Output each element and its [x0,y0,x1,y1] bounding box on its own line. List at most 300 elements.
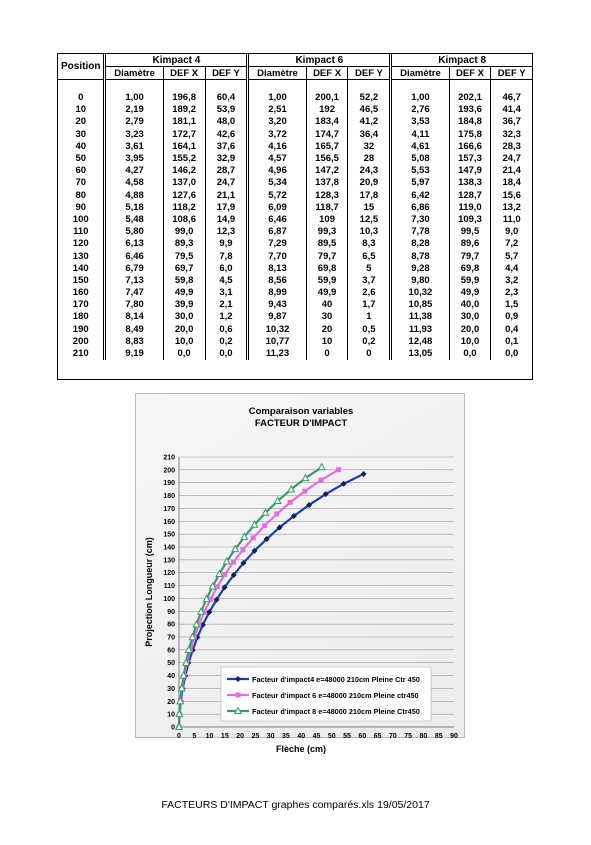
value-cell: 3,61 [105,141,163,153]
value-cell: 1,00 [105,92,163,104]
chart-area [135,393,465,754]
value-cell: 36,4 [348,129,391,141]
x-tick-label: 5 [192,733,197,740]
data-point [240,547,245,552]
value-cell: 12,48 [391,336,449,348]
value-cell: 9,0 [491,226,532,238]
value-cell: 192 [306,104,348,116]
value-cell: 8,13 [248,263,306,275]
y-tick-label: 120 [163,570,175,578]
value-cell: 157,3 [449,153,491,165]
value-cell: 12,3 [205,226,248,238]
y-tick-label: 130 [163,557,175,565]
value-cell: 13,2 [491,202,532,214]
value-cell: 10,32 [391,287,449,299]
value-cell: 189,2 [163,104,205,116]
value-cell: 165,7 [306,141,348,153]
value-cell: 109 [306,214,348,226]
value-cell: 10 [306,336,348,348]
value-cell: 5,08 [391,153,449,165]
legend-label: Facteur d'impact4 e=48000 210cm Pleine Ctr 450 [252,674,420,684]
value-cell: 41,2 [348,116,391,128]
value-cell: 5,53 [391,165,449,177]
x-tick-label: 90 [450,733,458,740]
value-cell: 99,0 [163,226,205,238]
value-cell: 6,09 [248,202,306,214]
value-cell: 4,16 [248,141,306,153]
position-cell: 80 [75,189,87,201]
value-cell: 200,1 [306,92,348,104]
value-cell: 36,7 [491,116,532,128]
table-row [58,263,532,275]
y-tick-label: 180 [163,493,175,501]
value-cell: 3,23 [105,129,163,141]
value-cell: 10,0 [163,336,205,348]
y-tick-label: 70 [167,634,175,642]
value-cell: 1,00 [248,92,306,104]
value-cell: 155,2 [163,153,205,165]
value-cell: 4,58 [105,177,163,189]
table-row [58,129,532,141]
value-cell: 8,56 [248,275,306,287]
data-point [318,464,324,470]
y-tick-label: 40 [167,673,175,681]
value-cell: 30 [306,311,348,323]
value-cell: 6,0 [205,263,248,275]
value-cell: 108,6 [163,214,205,226]
position-cell: 30 [75,128,87,140]
x-tick-label: 0 [177,733,181,740]
value-cell: 1,7 [348,299,391,311]
value-cell: 0,0 [449,348,491,360]
value-cell: 28 [348,153,391,165]
y-tick-label: 160 [163,518,175,526]
value-cell: 166,6 [449,141,491,153]
value-cell: 0,0 [163,348,205,360]
value-cell: 7,78 [391,226,449,238]
table-row [58,226,532,238]
value-cell: 0,9 [491,311,532,323]
table-row [58,141,532,153]
x-tick-label: 80 [419,733,428,740]
data-point [262,523,267,528]
value-cell: 147,9 [449,165,491,177]
y-tick-label: 10 [167,711,175,719]
value-cell: 10,85 [391,299,449,311]
value-cell: 17,8 [348,190,391,202]
position-cell: 190 [72,323,89,335]
value-cell: 8,14 [105,311,163,323]
col-header-diametre: Diamètre [248,67,306,80]
y-tick-label: 100 [163,595,175,603]
value-cell: 2,76 [391,104,449,116]
value-cell: 9,80 [391,275,449,287]
value-cell: 9,19 [105,348,163,360]
value-cell: 137,0 [163,177,205,189]
value-cell: 119,0 [449,202,491,214]
value-cell: 21,4 [491,165,532,177]
y-tick-label: 0 [171,724,175,732]
x-tick-label: 15 [220,733,229,740]
data-point [336,467,341,472]
value-cell: 6,42 [391,190,449,202]
value-cell: 60,4 [205,92,248,104]
x-tick-label: 55 [343,733,351,740]
table-row [58,299,532,311]
value-cell: 128,3 [306,190,348,202]
value-cell: 6,13 [105,238,163,250]
y-tick-label: 80 [167,621,175,629]
value-cell: 15 [348,202,391,214]
table-row [58,336,532,348]
value-cell: 3,53 [391,116,449,128]
value-cell: 8,49 [105,324,163,336]
position-cell: 50 [75,153,87,165]
value-cell: 184,8 [449,116,491,128]
value-cell: 20,9 [348,177,391,189]
value-cell: 39,9 [163,299,205,311]
col-header-def-y: DEF Y [205,67,248,80]
value-cell: 9,43 [248,299,306,311]
value-cell: 28,3 [491,141,532,153]
col-header-diametre: Diamètre [391,67,449,80]
y-tick-label: 50 [167,660,175,668]
value-cell: 89,6 [449,238,491,250]
value-cell: 6,86 [391,202,449,214]
footer-text: FACTEURS D'IMPACT graphes comparés.xls 19/05/2017 [161,799,430,811]
value-cell: 14,9 [205,214,248,226]
value-cell: 1,00 [391,92,449,104]
value-cell: 4,5 [205,275,248,287]
table-row [58,116,532,128]
value-cell: 79,5 [163,250,205,262]
value-cell: 5,34 [248,177,306,189]
value-cell: 15,6 [491,190,532,202]
value-cell: 99,3 [306,226,348,238]
position-cell: 200 [72,335,89,347]
position-cell: 170 [72,299,89,311]
position-cell: 100 [72,213,89,225]
value-cell: 118,2 [163,202,205,214]
value-cell: 6,46 [248,214,306,226]
value-cell: 28,7 [205,165,248,177]
table-row [58,153,532,165]
chart-title: Comparaison variables [248,406,354,417]
x-tick-label: 85 [434,733,443,740]
value-cell: 5,48 [105,214,163,226]
value-cell: 40,0 [449,299,491,311]
y-tick-label: 170 [163,505,175,513]
value-cell: 21,1 [205,190,248,202]
legend-marker [236,693,241,698]
x-tick-label: 75 [404,733,413,740]
value-cell: 0,0 [205,348,248,360]
table-row [58,287,532,299]
position-cell: 180 [72,311,89,323]
value-cell: 2,1 [205,299,248,311]
value-cell: 59,8 [163,275,205,287]
legend-label: Facteur d'impact 6 e=48000 210cm Pleine ctr450 [252,690,419,700]
x-tick-label: 25 [251,733,260,740]
value-cell: 52,2 [348,92,391,104]
value-cell: 175,8 [449,129,491,141]
value-cell: 1,5 [491,299,532,311]
data-point [231,560,236,565]
value-cell: 0,1 [491,336,532,348]
value-cell: 48,0 [205,116,248,128]
value-cell: 0,4 [491,324,532,336]
y-tick-label: 190 [163,480,175,488]
legend-label: Facteur d'impact 8 e=48000 210cm Pleine Ctr450 [252,706,420,716]
value-cell: 0,6 [205,324,248,336]
value-cell: 10,3 [348,226,391,238]
group-header-kimpact6: Kimpact 6 [248,54,391,67]
value-cell: 79,7 [306,250,348,262]
col-header-def-y: DEF Y [491,67,532,80]
value-cell: 5,72 [248,190,306,202]
value-cell: 3,7 [348,275,391,287]
value-cell: 147,2 [306,165,348,177]
value-cell: 32,9 [205,153,248,165]
value-cell: 9,9 [205,238,248,250]
value-cell: 89,5 [306,238,348,250]
value-cell: 24,7 [205,177,248,189]
table-body [58,80,532,361]
value-cell: 46,7 [491,92,532,104]
value-cell: 6,87 [248,226,306,238]
value-cell: 7,29 [248,238,306,250]
value-cell: 4,88 [105,190,163,202]
value-cell: 89,3 [163,238,205,250]
value-cell: 10,77 [248,336,306,348]
value-cell: 18,4 [491,177,532,189]
value-cell: 11,23 [248,348,306,360]
value-cell: 7,80 [105,299,163,311]
value-cell: 41,4 [491,104,532,116]
value-cell: 0 [348,348,391,360]
value-cell: 7,2 [491,238,532,250]
value-cell: 10,0 [449,336,491,348]
value-cell: 8,99 [248,287,306,299]
table-row [58,311,532,323]
position-cell: 60 [75,165,87,177]
value-cell: 181,1 [163,116,205,128]
y-tick-label: 150 [163,531,175,539]
value-cell: 138,3 [449,177,491,189]
y-tick-label: 90 [167,608,175,616]
value-cell: 2,51 [248,104,306,116]
value-cell: 20,0 [163,324,205,336]
y-tick-label: 200 [163,467,175,475]
value-cell: 59,9 [449,275,491,287]
position-cell: 120 [72,238,89,250]
chart-subtitle: FACTEUR D'IMPACT [254,418,348,429]
table-row [58,165,532,177]
value-cell: 202,1 [449,92,491,104]
value-cell: 146,2 [163,165,205,177]
position-cell: 20 [75,116,87,128]
value-cell: 69,8 [306,263,348,275]
x-tick-label: 65 [373,733,382,740]
value-cell: 7,30 [391,214,449,226]
position-cell: 130 [72,250,89,262]
position-cell: 110 [73,226,89,238]
table-row [58,238,532,250]
col-header-def-x: DEF X [306,67,348,80]
table-row [58,190,532,202]
data-table [57,53,533,380]
x-tick-label: 50 [327,733,336,740]
value-cell: 128,7 [449,190,491,202]
position-cell: 210 [72,348,89,360]
value-cell: 32 [348,141,391,153]
value-cell: 49,9 [163,287,205,299]
value-cell: 4,57 [248,153,306,165]
y-tick-label: 20 [167,698,175,706]
value-cell: 24,3 [348,165,391,177]
value-cell: 3,1 [205,287,248,299]
value-cell: 0,2 [205,336,248,348]
value-cell: 156,5 [306,153,348,165]
position-cell: 0 [78,92,84,104]
value-cell: 8,28 [391,238,449,250]
value-cell: 46,5 [348,104,391,116]
x-tick-label: 10 [205,733,214,740]
value-cell: 2,19 [105,104,163,116]
value-cell: 0,5 [348,324,391,336]
x-tick-label: 45 [312,733,321,740]
table-row [58,92,532,104]
chart-svg [136,394,466,754]
position-cell: 90 [75,201,87,213]
value-cell: 5,18 [105,202,163,214]
value-cell: 4,96 [248,165,306,177]
value-cell: 99,5 [449,226,491,238]
value-cell: 118,7 [306,202,348,214]
value-cell: 79,7 [449,250,491,262]
value-cell: 12,5 [348,214,391,226]
value-cell: 4,27 [105,165,163,177]
value-cell: 1 [348,311,391,323]
data-point [288,500,293,505]
data-point [251,535,256,540]
col-header-def-x: DEF X [163,67,205,80]
position-cell: 140 [72,262,89,274]
x-tick-label: 40 [297,733,306,740]
x-tick-label: 20 [236,733,245,740]
position-cell: 160 [72,287,89,299]
value-cell: 69,7 [163,263,205,275]
y-tick-label: 60 [167,647,175,655]
x-axis-label: Flèche (cm) [275,744,327,754]
table-row [58,275,532,287]
value-cell: 174,7 [306,129,348,141]
value-cell: 0,2 [348,336,391,348]
table-row [58,324,532,336]
value-cell: 5 [348,263,391,275]
value-cell: 59,9 [306,275,348,287]
value-cell: 49,9 [306,287,348,299]
value-cell: 6,5 [348,250,391,262]
value-cell: 7,47 [105,287,163,299]
value-cell: 172,7 [163,129,205,141]
y-axis-label: Projection Longueur (cm) [144,537,154,647]
position-cell: 10 [75,104,87,116]
value-cell: 42,6 [205,129,248,141]
value-cell: 53,9 [205,104,248,116]
position-cell: 150 [72,274,89,286]
value-cell: 4,11 [391,129,449,141]
value-cell: 183,4 [306,116,348,128]
value-cell: 6,79 [105,263,163,275]
value-cell: 4,4 [491,263,532,275]
value-cell: 37,6 [205,141,248,153]
value-cell: 4,61 [391,141,449,153]
value-cell: 32,3 [491,129,532,141]
x-tick-label: 30 [266,733,275,740]
value-cell: 8,3 [348,238,391,250]
value-cell: 5,7 [491,250,532,262]
table-row [58,214,532,226]
position-cell: 70 [75,177,87,189]
value-cell: 0,0 [491,348,532,360]
value-cell: 20 [306,324,348,336]
value-cell: 9,87 [248,311,306,323]
value-cell: 7,13 [105,275,163,287]
value-cell: 49,9 [449,287,491,299]
table-row [58,250,532,262]
value-cell: 11,0 [491,214,532,226]
value-cell: 30,0 [163,311,205,323]
value-cell: 69,8 [449,263,491,275]
y-tick-label: 210 [163,454,175,462]
value-cell: 10,32 [248,324,306,336]
value-cell: 3,20 [248,116,306,128]
y-tick-label: 140 [163,544,175,552]
table-row [58,177,532,189]
value-cell: 17,9 [205,202,248,214]
table-row [58,348,532,360]
x-tick-label: 60 [358,733,367,740]
value-cell: 3,72 [248,129,306,141]
value-cell: 24,7 [491,153,532,165]
data-point [274,511,279,516]
data-point [319,478,324,483]
value-cell: 7,70 [248,250,306,262]
y-tick-label: 30 [167,685,175,693]
y-tick-label: 110 [163,583,175,591]
value-cell: 30,0 [449,311,491,323]
value-cell: 3,95 [105,153,163,165]
col-header-diametre: Diamètre [105,67,163,80]
data-point [222,572,227,577]
value-cell: 196,8 [163,92,205,104]
value-cell: 11,38 [391,311,449,323]
value-cell: 11,93 [391,324,449,336]
value-cell: 5,97 [391,177,449,189]
value-cell: 1,2 [205,311,248,323]
value-cell: 137,8 [306,177,348,189]
value-cell: 6,46 [105,250,163,262]
group-header-kimpact4: Kimpact 4 [105,54,248,67]
value-cell: 8,78 [391,250,449,262]
value-cell: 127,6 [163,190,205,202]
x-tick-label: 70 [388,733,397,740]
value-cell: 193,6 [449,104,491,116]
position-header: Position [58,54,105,80]
value-cell: 9,28 [391,263,449,275]
col-header-def-y: DEF Y [348,67,391,80]
